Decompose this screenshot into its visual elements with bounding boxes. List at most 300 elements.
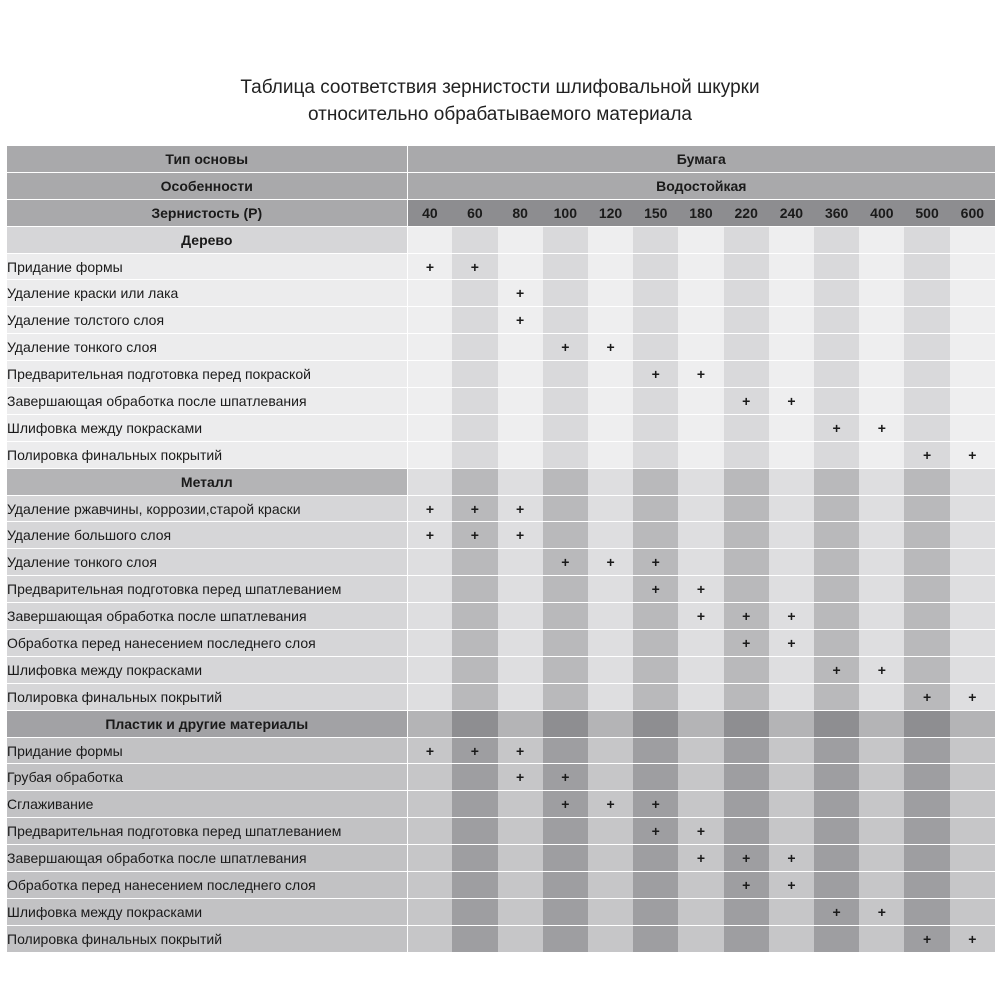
features-value: Водостойкая bbox=[407, 172, 995, 199]
empty-cell bbox=[407, 576, 452, 603]
section-title: Дерево bbox=[7, 226, 407, 253]
plus-mark: + bbox=[633, 576, 678, 603]
empty-cell bbox=[678, 683, 723, 710]
empty-cell bbox=[859, 495, 904, 522]
empty-cell bbox=[769, 414, 814, 441]
empty-cell bbox=[950, 656, 995, 683]
table-row bbox=[7, 280, 995, 307]
empty-cell bbox=[724, 280, 769, 307]
operation-label: Завершающая обработка после шпатлевания bbox=[7, 388, 407, 415]
empty-cell bbox=[904, 818, 949, 845]
empty-cell bbox=[859, 549, 904, 576]
operation-label: Обработка перед нанесением последнего слоя bbox=[7, 872, 407, 899]
empty-cell bbox=[498, 253, 543, 280]
empty-cell bbox=[498, 603, 543, 630]
empty-cell bbox=[452, 549, 497, 576]
empty-cell bbox=[498, 872, 543, 899]
grit-value-220: 220 bbox=[724, 199, 769, 226]
empty-cell bbox=[769, 656, 814, 683]
empty-cell bbox=[678, 441, 723, 468]
empty-cell bbox=[678, 925, 723, 952]
section-cell bbox=[543, 710, 588, 737]
empty-cell bbox=[814, 441, 859, 468]
empty-cell bbox=[452, 898, 497, 925]
empty-cell bbox=[678, 334, 723, 361]
plus-mark: + bbox=[814, 898, 859, 925]
empty-cell bbox=[407, 925, 452, 952]
empty-cell bbox=[724, 414, 769, 441]
empty-cell bbox=[452, 307, 497, 334]
section-cell bbox=[543, 468, 588, 495]
empty-cell bbox=[950, 414, 995, 441]
empty-cell bbox=[769, 280, 814, 307]
empty-cell bbox=[633, 253, 678, 280]
table-row bbox=[7, 576, 995, 603]
empty-cell bbox=[769, 818, 814, 845]
plus-mark: + bbox=[678, 845, 723, 872]
operation-label: Предварительная подготовка перед шпатлеванием bbox=[7, 576, 407, 603]
empty-cell bbox=[724, 522, 769, 549]
empty-cell bbox=[633, 414, 678, 441]
empty-cell bbox=[633, 280, 678, 307]
plus-mark: + bbox=[633, 818, 678, 845]
empty-cell bbox=[769, 925, 814, 952]
empty-cell bbox=[814, 522, 859, 549]
plus-mark: + bbox=[498, 764, 543, 791]
plus-mark: + bbox=[543, 764, 588, 791]
empty-cell bbox=[814, 361, 859, 388]
section-cell bbox=[588, 226, 633, 253]
section-cell bbox=[452, 468, 497, 495]
plus-mark: + bbox=[950, 925, 995, 952]
empty-cell bbox=[859, 603, 904, 630]
operation-label: Удаление краски или лака bbox=[7, 280, 407, 307]
empty-cell bbox=[724, 253, 769, 280]
empty-cell bbox=[498, 925, 543, 952]
empty-cell bbox=[407, 334, 452, 361]
empty-cell bbox=[769, 495, 814, 522]
plus-mark: + bbox=[407, 253, 452, 280]
empty-cell bbox=[452, 683, 497, 710]
empty-cell bbox=[769, 361, 814, 388]
empty-cell bbox=[407, 441, 452, 468]
plus-mark: + bbox=[407, 737, 452, 764]
plus-mark: + bbox=[859, 656, 904, 683]
plus-mark: + bbox=[498, 307, 543, 334]
empty-cell bbox=[814, 334, 859, 361]
plus-mark: + bbox=[950, 441, 995, 468]
section-title: Металл bbox=[7, 468, 407, 495]
empty-cell bbox=[543, 872, 588, 899]
section-cell bbox=[543, 226, 588, 253]
empty-cell bbox=[588, 872, 633, 899]
empty-cell bbox=[407, 361, 452, 388]
empty-cell bbox=[859, 925, 904, 952]
section-cell bbox=[678, 226, 723, 253]
empty-cell bbox=[498, 414, 543, 441]
empty-cell bbox=[543, 845, 588, 872]
operation-label: Сглаживание bbox=[7, 791, 407, 818]
operation-label: Шлифовка между покрасками bbox=[7, 414, 407, 441]
empty-cell bbox=[407, 898, 452, 925]
operation-label: Полировка финальных покрытий bbox=[7, 925, 407, 952]
empty-cell bbox=[950, 737, 995, 764]
grit-value-600: 600 bbox=[950, 199, 995, 226]
empty-cell bbox=[588, 280, 633, 307]
grit-value-500: 500 bbox=[904, 199, 949, 226]
plus-mark: + bbox=[769, 872, 814, 899]
empty-cell bbox=[678, 307, 723, 334]
plus-mark: + bbox=[724, 603, 769, 630]
empty-cell bbox=[814, 683, 859, 710]
empty-cell bbox=[452, 441, 497, 468]
empty-cell bbox=[543, 630, 588, 657]
grit-value-40: 40 bbox=[407, 199, 452, 226]
plus-mark: + bbox=[588, 791, 633, 818]
plus-mark: + bbox=[724, 872, 769, 899]
section-cell bbox=[859, 226, 904, 253]
empty-cell bbox=[498, 576, 543, 603]
section-cell bbox=[407, 710, 452, 737]
grit-row bbox=[7, 199, 995, 226]
title-line-1: Таблица соответствия зернистости шлифовальной шкурки bbox=[240, 77, 760, 98]
empty-cell bbox=[724, 925, 769, 952]
empty-cell bbox=[407, 549, 452, 576]
empty-cell bbox=[407, 764, 452, 791]
empty-cell bbox=[452, 576, 497, 603]
section-cell bbox=[407, 468, 452, 495]
empty-cell bbox=[859, 522, 904, 549]
section-cell bbox=[859, 710, 904, 737]
empty-cell bbox=[452, 334, 497, 361]
empty-cell bbox=[588, 253, 633, 280]
empty-cell bbox=[904, 388, 949, 415]
empty-cell bbox=[769, 522, 814, 549]
empty-cell bbox=[814, 603, 859, 630]
empty-cell bbox=[588, 414, 633, 441]
empty-cell bbox=[498, 361, 543, 388]
empty-cell bbox=[452, 361, 497, 388]
empty-cell bbox=[724, 737, 769, 764]
empty-cell bbox=[859, 845, 904, 872]
grit-value-400: 400 bbox=[859, 199, 904, 226]
plus-mark: + bbox=[859, 898, 904, 925]
empty-cell bbox=[814, 845, 859, 872]
empty-cell bbox=[950, 630, 995, 657]
empty-cell bbox=[588, 818, 633, 845]
empty-cell bbox=[678, 898, 723, 925]
grit-value-180: 180 bbox=[678, 199, 723, 226]
empty-cell bbox=[543, 603, 588, 630]
empty-cell bbox=[904, 603, 949, 630]
empty-cell bbox=[543, 441, 588, 468]
empty-cell bbox=[678, 280, 723, 307]
section-header-wood bbox=[7, 226, 995, 253]
plus-mark: + bbox=[724, 388, 769, 415]
table-row bbox=[7, 656, 995, 683]
empty-cell bbox=[407, 388, 452, 415]
page-title bbox=[0, 74, 1000, 128]
table-row bbox=[7, 737, 995, 764]
empty-cell bbox=[769, 791, 814, 818]
empty-cell bbox=[904, 361, 949, 388]
empty-cell bbox=[452, 791, 497, 818]
empty-cell bbox=[904, 549, 949, 576]
section-cell bbox=[769, 710, 814, 737]
empty-cell bbox=[588, 603, 633, 630]
operation-label: Завершающая обработка после шпатлевания bbox=[7, 845, 407, 872]
empty-cell bbox=[633, 441, 678, 468]
section-header-metal bbox=[7, 468, 995, 495]
empty-cell bbox=[588, 630, 633, 657]
empty-cell bbox=[407, 791, 452, 818]
grit-label: Зернистость (Р) bbox=[7, 199, 407, 226]
table-row bbox=[7, 522, 995, 549]
empty-cell bbox=[904, 522, 949, 549]
empty-cell bbox=[950, 872, 995, 899]
table-row bbox=[7, 307, 995, 334]
empty-cell bbox=[814, 791, 859, 818]
empty-cell bbox=[814, 818, 859, 845]
empty-cell bbox=[498, 441, 543, 468]
section-cell bbox=[950, 226, 995, 253]
empty-cell bbox=[769, 898, 814, 925]
empty-cell bbox=[678, 253, 723, 280]
empty-cell bbox=[724, 791, 769, 818]
empty-cell bbox=[814, 576, 859, 603]
section-cell bbox=[859, 468, 904, 495]
grit-value-60: 60 bbox=[452, 199, 497, 226]
empty-cell bbox=[904, 334, 949, 361]
empty-cell bbox=[452, 603, 497, 630]
empty-cell bbox=[678, 549, 723, 576]
empty-cell bbox=[543, 898, 588, 925]
empty-cell bbox=[633, 603, 678, 630]
section-cell bbox=[633, 468, 678, 495]
operation-label: Предварительная подготовка перед шпатлеванием bbox=[7, 818, 407, 845]
empty-cell bbox=[904, 764, 949, 791]
grit-value-150: 150 bbox=[633, 199, 678, 226]
table-row bbox=[7, 253, 995, 280]
section-cell bbox=[633, 710, 678, 737]
empty-cell bbox=[814, 495, 859, 522]
empty-cell bbox=[859, 307, 904, 334]
empty-cell bbox=[814, 925, 859, 952]
empty-cell bbox=[950, 791, 995, 818]
plus-mark: + bbox=[904, 441, 949, 468]
empty-cell bbox=[814, 549, 859, 576]
section-cell bbox=[904, 468, 949, 495]
empty-cell bbox=[859, 334, 904, 361]
empty-cell bbox=[543, 818, 588, 845]
empty-cell bbox=[724, 441, 769, 468]
empty-cell bbox=[498, 656, 543, 683]
plus-mark: + bbox=[498, 280, 543, 307]
empty-cell bbox=[814, 764, 859, 791]
empty-cell bbox=[678, 872, 723, 899]
empty-cell bbox=[904, 495, 949, 522]
empty-cell bbox=[452, 872, 497, 899]
empty-cell bbox=[769, 576, 814, 603]
empty-cell bbox=[498, 683, 543, 710]
empty-cell bbox=[769, 764, 814, 791]
empty-cell bbox=[452, 818, 497, 845]
table-row bbox=[7, 603, 995, 630]
empty-cell bbox=[588, 441, 633, 468]
empty-cell bbox=[859, 441, 904, 468]
plus-mark: + bbox=[543, 549, 588, 576]
empty-cell bbox=[498, 388, 543, 415]
empty-cell bbox=[769, 253, 814, 280]
section-cell bbox=[724, 468, 769, 495]
grit-value-360: 360 bbox=[814, 199, 859, 226]
section-cell bbox=[814, 710, 859, 737]
empty-cell bbox=[407, 280, 452, 307]
section-cell bbox=[724, 226, 769, 253]
table-row bbox=[7, 845, 995, 872]
empty-cell bbox=[724, 495, 769, 522]
empty-cell bbox=[633, 872, 678, 899]
empty-cell bbox=[724, 307, 769, 334]
empty-cell bbox=[814, 253, 859, 280]
plus-mark: + bbox=[678, 818, 723, 845]
section-cell bbox=[769, 226, 814, 253]
empty-cell bbox=[588, 925, 633, 952]
empty-cell bbox=[498, 898, 543, 925]
empty-cell bbox=[859, 872, 904, 899]
empty-cell bbox=[950, 495, 995, 522]
empty-cell bbox=[633, 307, 678, 334]
section-cell bbox=[588, 710, 633, 737]
empty-cell bbox=[407, 683, 452, 710]
table-row bbox=[7, 361, 995, 388]
empty-cell bbox=[950, 603, 995, 630]
empty-cell bbox=[543, 495, 588, 522]
plus-mark: + bbox=[814, 414, 859, 441]
empty-cell bbox=[904, 630, 949, 657]
empty-cell bbox=[904, 737, 949, 764]
operation-label: Обработка перед нанесением последнего слоя bbox=[7, 630, 407, 657]
grit-value-120: 120 bbox=[588, 199, 633, 226]
section-title: Пластик и другие материалы bbox=[7, 710, 407, 737]
empty-cell bbox=[678, 764, 723, 791]
table-row bbox=[7, 872, 995, 899]
plus-mark: + bbox=[452, 495, 497, 522]
empty-cell bbox=[588, 656, 633, 683]
empty-cell bbox=[498, 549, 543, 576]
empty-cell bbox=[859, 388, 904, 415]
operation-label: Придание формы bbox=[7, 737, 407, 764]
empty-cell bbox=[543, 361, 588, 388]
empty-cell bbox=[724, 683, 769, 710]
empty-cell bbox=[678, 737, 723, 764]
empty-cell bbox=[588, 898, 633, 925]
plus-mark: + bbox=[498, 495, 543, 522]
table-row bbox=[7, 441, 995, 468]
empty-cell bbox=[950, 253, 995, 280]
empty-cell bbox=[633, 898, 678, 925]
table-row bbox=[7, 925, 995, 952]
section-cell bbox=[452, 226, 497, 253]
empty-cell bbox=[452, 388, 497, 415]
plus-mark: + bbox=[678, 603, 723, 630]
empty-cell bbox=[814, 280, 859, 307]
empty-cell bbox=[859, 683, 904, 710]
plus-mark: + bbox=[678, 361, 723, 388]
plus-mark: + bbox=[859, 414, 904, 441]
empty-cell bbox=[724, 576, 769, 603]
empty-cell bbox=[814, 630, 859, 657]
empty-cell bbox=[904, 307, 949, 334]
empty-cell bbox=[950, 764, 995, 791]
section-cell bbox=[678, 710, 723, 737]
plus-mark: + bbox=[588, 334, 633, 361]
empty-cell bbox=[724, 898, 769, 925]
grit-table bbox=[7, 146, 995, 953]
plus-mark: + bbox=[543, 334, 588, 361]
plus-mark: + bbox=[904, 683, 949, 710]
empty-cell bbox=[904, 280, 949, 307]
operation-label: Придание формы bbox=[7, 253, 407, 280]
operation-label: Шлифовка между покрасками bbox=[7, 656, 407, 683]
plus-mark: + bbox=[769, 388, 814, 415]
empty-cell bbox=[633, 845, 678, 872]
operation-label: Шлифовка между покрасками bbox=[7, 898, 407, 925]
empty-cell bbox=[678, 630, 723, 657]
empty-cell bbox=[724, 818, 769, 845]
empty-cell bbox=[543, 280, 588, 307]
empty-cell bbox=[950, 361, 995, 388]
empty-cell bbox=[543, 576, 588, 603]
section-header-plastic bbox=[7, 710, 995, 737]
empty-cell bbox=[950, 334, 995, 361]
plus-mark: + bbox=[769, 845, 814, 872]
section-cell bbox=[950, 468, 995, 495]
plus-mark: + bbox=[633, 361, 678, 388]
empty-cell bbox=[859, 361, 904, 388]
section-cell bbox=[904, 226, 949, 253]
empty-cell bbox=[950, 845, 995, 872]
empty-cell bbox=[950, 898, 995, 925]
grit-value-100: 100 bbox=[543, 199, 588, 226]
empty-cell bbox=[904, 872, 949, 899]
plus-mark: + bbox=[407, 522, 452, 549]
operation-label: Удаление тонкого слоя bbox=[7, 334, 407, 361]
empty-cell bbox=[633, 495, 678, 522]
empty-cell bbox=[452, 845, 497, 872]
plus-mark: + bbox=[407, 495, 452, 522]
table-row bbox=[7, 495, 995, 522]
operation-label: Удаление ржавчины, коррозии,старой краски bbox=[7, 495, 407, 522]
empty-cell bbox=[633, 522, 678, 549]
empty-cell bbox=[543, 253, 588, 280]
empty-cell bbox=[633, 925, 678, 952]
section-cell bbox=[678, 468, 723, 495]
table-row bbox=[7, 764, 995, 791]
empty-cell bbox=[633, 683, 678, 710]
empty-cell bbox=[678, 522, 723, 549]
empty-cell bbox=[407, 307, 452, 334]
empty-cell bbox=[814, 737, 859, 764]
empty-cell bbox=[452, 656, 497, 683]
empty-cell bbox=[904, 656, 949, 683]
plus-mark: + bbox=[769, 603, 814, 630]
table-row bbox=[7, 549, 995, 576]
empty-cell bbox=[633, 388, 678, 415]
section-cell bbox=[814, 226, 859, 253]
empty-cell bbox=[543, 737, 588, 764]
empty-cell bbox=[904, 576, 949, 603]
